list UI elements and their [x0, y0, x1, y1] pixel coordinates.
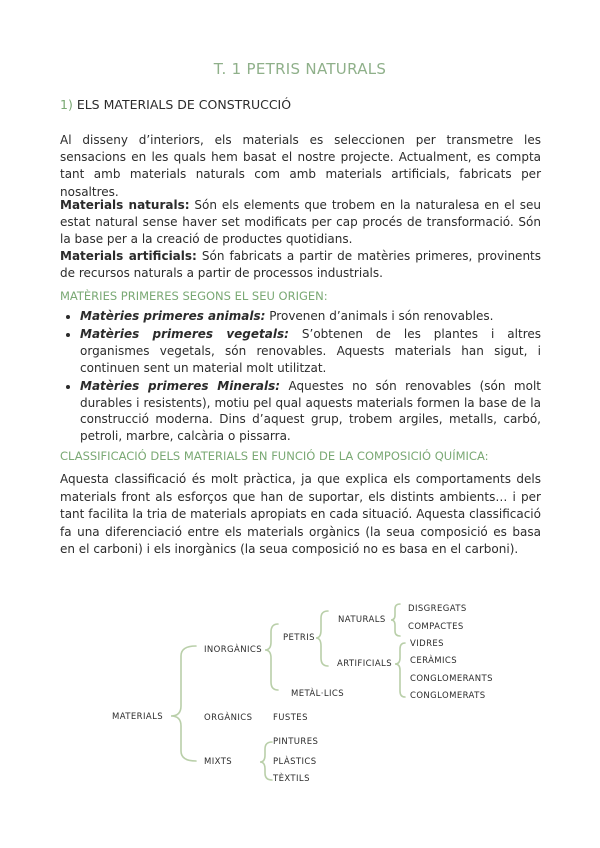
list-item-text: Provenen d’animals i són renovables.	[265, 309, 494, 323]
section-number: 1)	[60, 97, 73, 112]
brace-naturals	[391, 604, 400, 636]
diagram-naturals: NATURALS	[338, 615, 386, 625]
diagram-conglomerants: CONGLOMERANTS	[410, 674, 493, 684]
classification-subheading: CLASSIFICACIÓ DELS MATERIALS EN FUNCIÓ DE LA COMPOSICIÓ QUÍMICA:	[60, 449, 489, 463]
diagram-root: MATERIALS	[112, 712, 164, 722]
diagram-textils: TÈXTILS	[273, 774, 310, 784]
intro-paragraph: Al disseny d’interiors, els materials es seleccionen per transmetre les sensacions en les quals hem basat el nostre projecte. Actualment, es compta tant amb materials naturals com amb materials artificials, fabricats per nosaltres.	[60, 133, 541, 199]
brace-petris	[316, 611, 328, 666]
naturals-text: Són els elements que trobem en la naturalesa en el seu estat natural sense haver set modificats per cap procés de transformació. Són la base per a la creació de productes quotidians.	[60, 198, 542, 247]
brace-inorganics	[265, 624, 278, 690]
diagram-metallics: METÀL·LICS	[291, 689, 345, 699]
diagram-disgregats: DISGREGATS	[408, 604, 467, 614]
list-item-term: Matèries primeres Minerals:	[80, 378, 281, 393]
diagram-conglomerats: CONGLOMERATS	[410, 691, 486, 701]
section-title: ELS MATERIALS DE CONSTRUCCIÓ	[72, 97, 292, 112]
diagram-inorganics: INORGÀNICS	[204, 645, 263, 655]
diagram-artificials: ARTIFICIALS	[337, 659, 392, 669]
list-item-text: Aquestes no són renovables (són molt durables i resistents), motiu pel qual aquests materials formen la base de la construcció moderna. Dins d’aquest grup, trobem argiles, metalls, carbó, petroli, marbre, calcària o pissarra.	[80, 378, 541, 444]
brace-materials	[171, 646, 196, 761]
diagram-fustes: FUSTES	[273, 713, 308, 723]
diagram-petris: PETRIS	[283, 633, 315, 643]
origin-subheading: MATÈRIES PRIMERES SEGONS EL SEU ORIGEN:	[60, 289, 328, 303]
diagram-mixts: MIXTS	[204, 757, 233, 767]
brace-mixts	[260, 742, 272, 780]
naturals-term: Materials naturals:	[60, 198, 190, 212]
artificials-term: Materials artificials:	[60, 249, 197, 263]
list-item-text: S’obtenen de les plantes i altres organismes vegetals, són renovables. Aquests materials han sigut, i continuen sent un material molt utilitzat.	[80, 326, 541, 375]
list-item-term: Matèries primeres animals:	[80, 309, 266, 323]
diagram-organics: ORGÀNICS	[204, 713, 253, 723]
list-item-term: Matèries primeres vegetals:	[80, 326, 289, 341]
classification-paragraph: Aquesta classificació és molt pràctica, ja que explica els comportaments dels materials front als esforços que han de suportar, els distints ambients… i per tant facilita la tria de materials apropiats en cada situació. Aquesta classificació fa una diferenciació entre els materials orgànics (la seua composició es basa en el carboni) i els inorgànics (la seua composició no es basa en el carboni).	[60, 472, 541, 557]
artificials-text: Són fabricats a partir de matèries primeres, provinents de recursos naturals a partir de processos industrials.	[60, 249, 541, 281]
page-title: T. 1 PETRIS NATURALS	[213, 60, 387, 78]
diagram-ceramics: CERÀMICS	[410, 656, 458, 666]
diagram-pintures: PINTURES	[273, 737, 319, 747]
brace-artificials	[395, 643, 405, 697]
diagram-plastics: PLÀSTICS	[273, 757, 317, 767]
diagram-compactes: COMPACTES	[408, 622, 464, 632]
diagram-vidres: VIDRES	[410, 639, 444, 649]
